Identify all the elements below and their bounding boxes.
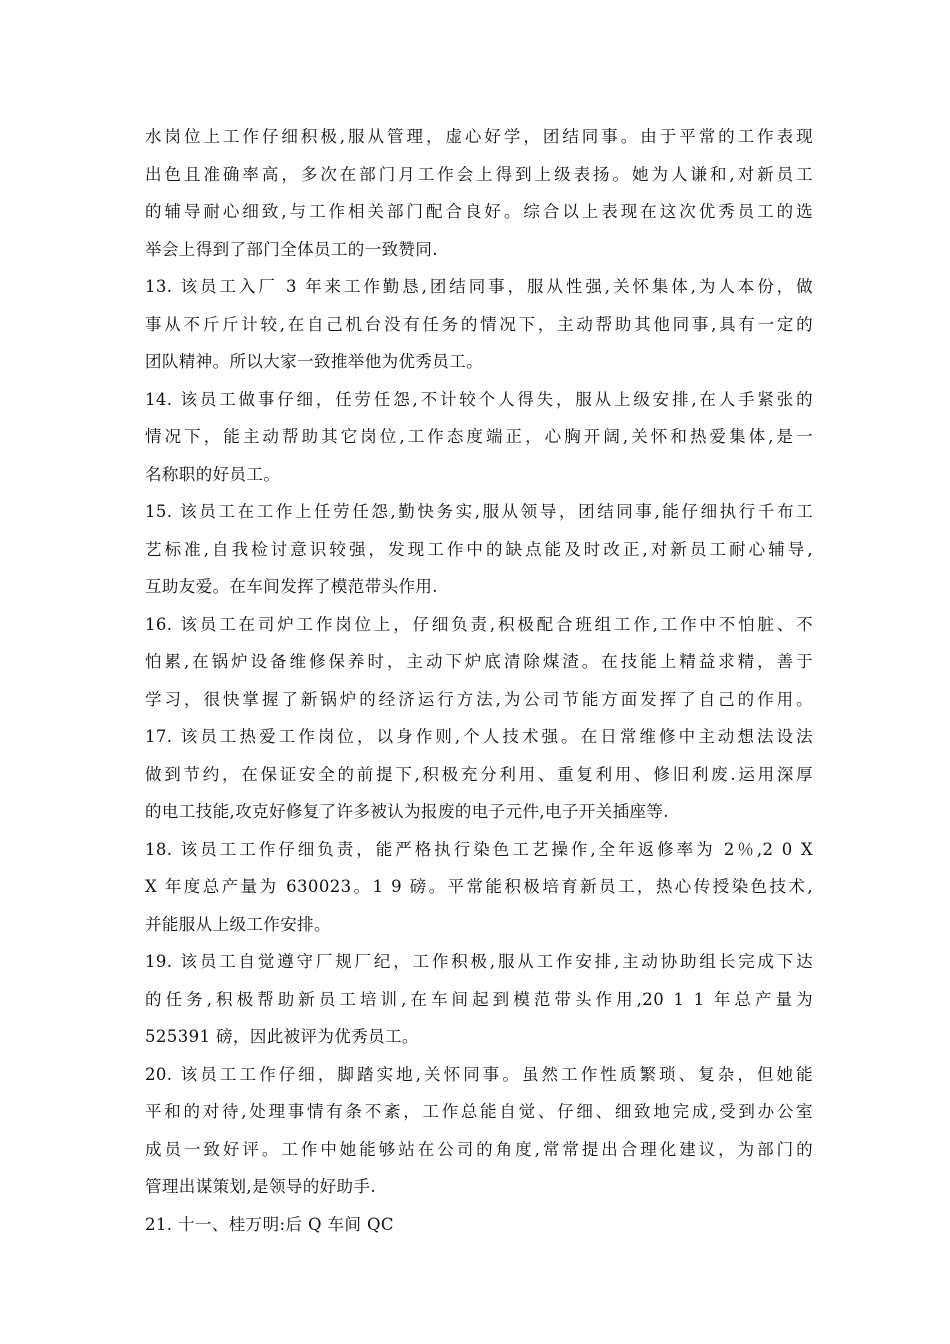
text-line: 19. 该员工自觉遵守厂规厂纪，工作积极,服从工作安排,主动协助组长完成下达 [145, 952, 813, 971]
text-line: 17. 该员工热爱工作岗位，以身作则,个人技术强。在日常维修中主动想法设法 [145, 727, 813, 746]
text-line: 平和的对待,处理事情有条不紊，工作总能自觉、仔细、细致地完成,受到办公室 [145, 1102, 813, 1121]
text-line: 的电工技能,攻克好修复了许多被认为报废的电子元件,电子开关插座等. [145, 802, 669, 821]
text-line: 13. 该员工入厂 3 年来工作勤恳,团结同事，服从性强,关怀集体,为人本份，做 [145, 277, 813, 296]
text-line: 举会上得到了部门全体员工的一致赞同. [145, 239, 438, 259]
text-line: 怕累,在锅炉设备维修保养时，主动下炉底清除煤渣。在技能上精益求精，善于 [145, 652, 813, 671]
text-line: 14. 该员工做事仔细，任劳任怨,不计较个人得失，服从上级安排,在人手紧张的 [145, 389, 813, 409]
text-line: 学习，很快掌握了新锅炉的经济运行方法,为公司节能方面发挥了自己的作用。 [145, 689, 813, 709]
text-line: 的辅导耐心细致,与工作相关部门配合良好。综合以上表现在这次优秀员工的选 [145, 202, 813, 221]
text-line: 525391 磅，因此被评为优秀员工。 [145, 1027, 419, 1046]
text-line: 团队精神。所以大家一致推举他为优秀员工。 [145, 352, 483, 371]
text-line: 艺标准,自我检讨意识较强，发现工作中的缺点能及时改正,对新员工耐心辅导, [145, 539, 813, 559]
text-line: 15. 该员工在工作上任劳任怨,勤快务实,服从领导，团结同事,能仔细执行千布工 [145, 502, 813, 521]
text-line: 成员一致好评。工作中她能够站在公司的角度,常常提出合理化建议，为部门的 [145, 1139, 813, 1159]
text-line: 事从不斤斤计较,在自己机台没有任务的情况下，主动帮助其他同事,具有一定的 [145, 314, 813, 334]
text-line: 18. 该员工工作仔细负责，能严格执行染色工艺操作,全年返修率为 2％,2 0 X [145, 839, 813, 859]
text-line: 做到节约，在保证安全的前提下,积极充分利用、重复利用、修旧利废.运用深厚 [145, 764, 813, 784]
text-line: 20. 该员工工作仔细，脚踏实地,关怀同事。虽然工作性质繁琐、复杂，但她能 [145, 1064, 813, 1084]
text-line: 管理出谋策划,是领导的好助手. [145, 1177, 376, 1196]
text-line: 并能服从上级工作安排。 [145, 914, 331, 934]
text-line: 16. 该员工在司炉工作岗位上，仔细负责,积极配合班组工作,工作中不怕脏、不 [145, 614, 813, 634]
text-line: X 年度总产量为 630023。1 9 磅。平常能积极培育新员工，热心传授染色技术, [145, 877, 813, 896]
text-line: 名称职的好员工。 [145, 464, 281, 484]
document-body [145, 122, 813, 1247]
text-line: 出色且准确率高，多次在部门月工作会上得到上级表扬。她为人谦和,对新员工 [145, 164, 813, 184]
text-line: 情况下，能主动帮助其它岗位,工作态度端正，心胸开阔,关怀和热爱集体,是一 [145, 427, 813, 446]
text-line: 水岗位上工作仔细积极,服从管理，虚心好学，团结同事。由于平常的工作表现 [145, 127, 813, 146]
text-line: 的任务,积极帮助新员工培训,在车间起到模范带头作用,20 1 1 年总产量为 [145, 989, 813, 1009]
text-line: 21. 十一、桂万明:后 Q 车间 QC [145, 1214, 394, 1234]
text-line: 互助友爱。在车间发挥了模范带头作用. [145, 577, 438, 596]
